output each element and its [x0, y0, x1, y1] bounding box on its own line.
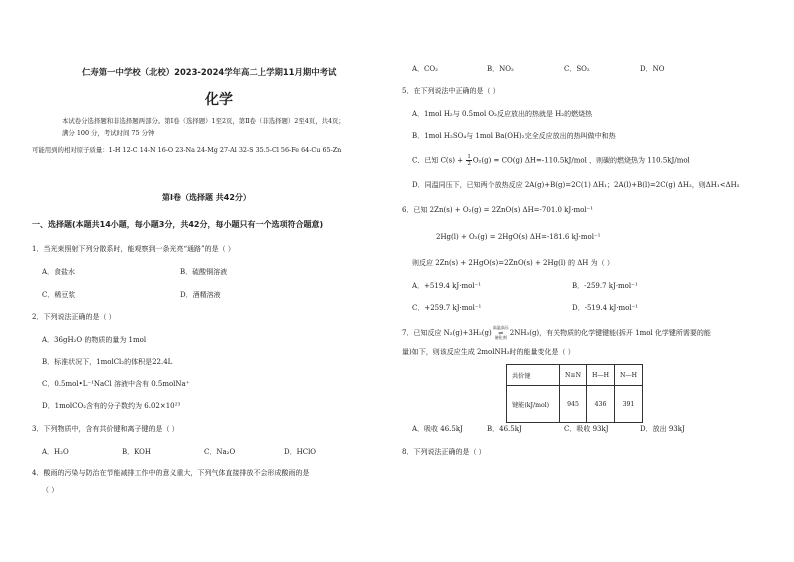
q5-fraction	[466, 154, 472, 167]
q5-option-c	[412, 154, 690, 167]
q7-option-a: A．吸收 46.5kJ	[412, 425, 463, 433]
q1-stem: 1．当光束照射下列分散系时，能观察到一条光亮“通路”的是（ ）	[32, 245, 235, 253]
q7-option-c: C．吸收 93kJ	[564, 425, 609, 433]
q6-equation-2: 2Hg(l) + O₂(g) = 2HgO(s) ΔH=-181.6 kJ·mol⁻¹	[436, 233, 601, 241]
q4-option-a: A．CO₂	[412, 65, 438, 73]
q5-fraction-num: 1	[467, 154, 471, 160]
q6-option-d: D．-519.4 kJ·mol⁻¹	[572, 304, 639, 312]
atomic-masses: 可能用到的相对原子质量：1-H 12-C 14-N 16-O 23-Na 24-Mg 27-Al 32-S 35.5-Cl 56-Fe 64-Cu 65-Zn	[32, 146, 342, 154]
q5-option-b: B．1mol H₂SO₄与 1mol Ba(OH)₂完全反应放出的热叫做中和热	[412, 132, 616, 140]
table-header-row	[507, 365, 643, 386]
table-cell: 436	[587, 386, 615, 423]
table-header-cell: N—H	[615, 365, 643, 386]
q5-option-c-pre: C．已知 C(s) +	[412, 156, 466, 165]
q1-option-a: A．食盐水	[42, 268, 76, 276]
q7-option-d: D．放出 93kJ	[640, 425, 685, 433]
q1-option-c: C．稀豆浆	[42, 291, 76, 299]
q3-option-c: C．Na₂O	[204, 448, 236, 456]
subject-title: 化学	[205, 92, 233, 108]
q1-option-b: B．硫酸铜溶液	[180, 268, 228, 276]
table-row	[507, 386, 643, 423]
q7-option-b: B．46.5kJ	[487, 425, 522, 433]
q4-option-c: C．SO₂	[564, 65, 590, 73]
q4-stem-line-1: 4．酸雨的污染与防治在节能减排工作中的意义重大，下列气体直接排放不会形成酸雨的是	[32, 469, 310, 477]
q7-stem-post: 2NH₃(g)，有关物质的化学键键能(拆开 1mol 化学键所需要的能	[509, 329, 711, 337]
q4-option-d: D．NO	[640, 65, 665, 73]
table-header-cell: N≡N	[560, 365, 587, 386]
q5-option-d: D．同温同压下，已知两个放热反应 2A(g)+B(g)=2C(1) ΔH₁；2A(l)+B(l)=2C(g) ΔH₂，则ΔH₁<ΔH₂	[412, 181, 740, 189]
q7-stem-line-1	[402, 326, 711, 340]
q2-stem: 2．下列说法正确的是（ ）	[32, 313, 116, 321]
arrow-condition-bottom: 催化剂	[494, 334, 507, 340]
table-header-cell: H—H	[587, 365, 615, 386]
section-heading: 一、选择题(本题共14小题，每小题3分，共42分，每小题只有一个选项符合题意)	[32, 220, 324, 229]
arrow-icon: ⇌	[498, 329, 504, 337]
q7-stem-line-2: 量)如下，则该反应生成 2molNH₃时的能量变化是（ ）	[402, 348, 575, 356]
q4-stem-line-2: （ ）	[42, 486, 59, 494]
table-cell: 391	[615, 386, 643, 423]
instructions-line-2: 满分 100 分，考试时间 75 分钟	[62, 129, 155, 137]
q5-fraction-den: 2	[467, 161, 471, 167]
q2-option-d: D．1molCO₂含有的分子数约为 6.02×10²³	[42, 402, 181, 410]
table-row-label: 键能(kJ/mol)	[507, 386, 560, 423]
q5-option-c-post: O₂(g) = CO(g) ΔH=-110.5kJ/mol ，则碳的燃烧热为 110.5kJ/mol	[472, 156, 690, 165]
q3-option-b: B．KOH	[122, 448, 152, 456]
q5-option-a: A．1mol H₂与 0.5mol O₂反应放出的热就是 H₂的燃烧热	[412, 110, 593, 118]
instructions-line-1: 本试卷分选择题和非选择题两部分。第Ⅰ卷（选择题）1至2页，第Ⅱ卷（非选择题）2至4页，共4页；	[62, 117, 345, 125]
table-header-cell: 共价键	[507, 365, 560, 386]
bond-energy-table	[506, 364, 643, 423]
q7-stem-pre: 7．已知反应 N₂(g)+3H₂(g)	[402, 329, 492, 337]
q6-option-b: B．-259.7 kJ·mol⁻¹	[572, 282, 638, 290]
q6-option-c: C．+259.7 kJ·mol⁻¹	[412, 304, 482, 312]
q5-stem: 5．在下列说法中正确的是（ ）	[402, 87, 500, 95]
table-cell: 945	[560, 386, 587, 423]
q4-option-b: B．NO₂	[487, 65, 514, 73]
q6-option-a: A．+519.4 kJ·mol⁻¹	[412, 282, 482, 290]
q6-ask: 则反应 2Zn(s) + 2HgO(s)=2ZnO(s) + 2Hg(l) 的 ΔH 为（ ）	[412, 259, 614, 267]
q2-option-a: A．36gH₂O 的物质的量为 1mol	[42, 336, 147, 344]
q1-option-d: D．酒精溶液	[180, 291, 221, 299]
q8-stem: 8．下列说法正确的是（ ）	[402, 448, 486, 456]
part1-heading: 第Ⅰ卷（选择题 共42分）	[162, 193, 251, 202]
exam-title: 仁寿第一中学校（北校）2023-2024学年高二上学期11月期中考试	[82, 67, 337, 77]
q3-option-d: D．HClO	[284, 448, 317, 456]
q3-stem: 3．下列物质中，含有共价键和离子键的是（ ）	[32, 425, 179, 433]
arrow-condition-top: 高温高压	[492, 325, 509, 330]
q3-option-a: A．H₂O	[42, 448, 69, 456]
q2-option-b: B．标准状况下，1molCl₂的体积是22.4L	[42, 358, 173, 366]
q6-stem: 6．已知 2Zn(s) + O₂(g) = 2ZnO(s) ΔH=-701.0 kJ·mol⁻¹	[402, 206, 594, 214]
equilibrium-arrow	[493, 326, 509, 340]
q2-option-c: C．0.5mol•L⁻¹NaCl 溶液中含有 0.5molNa⁺	[42, 380, 190, 388]
